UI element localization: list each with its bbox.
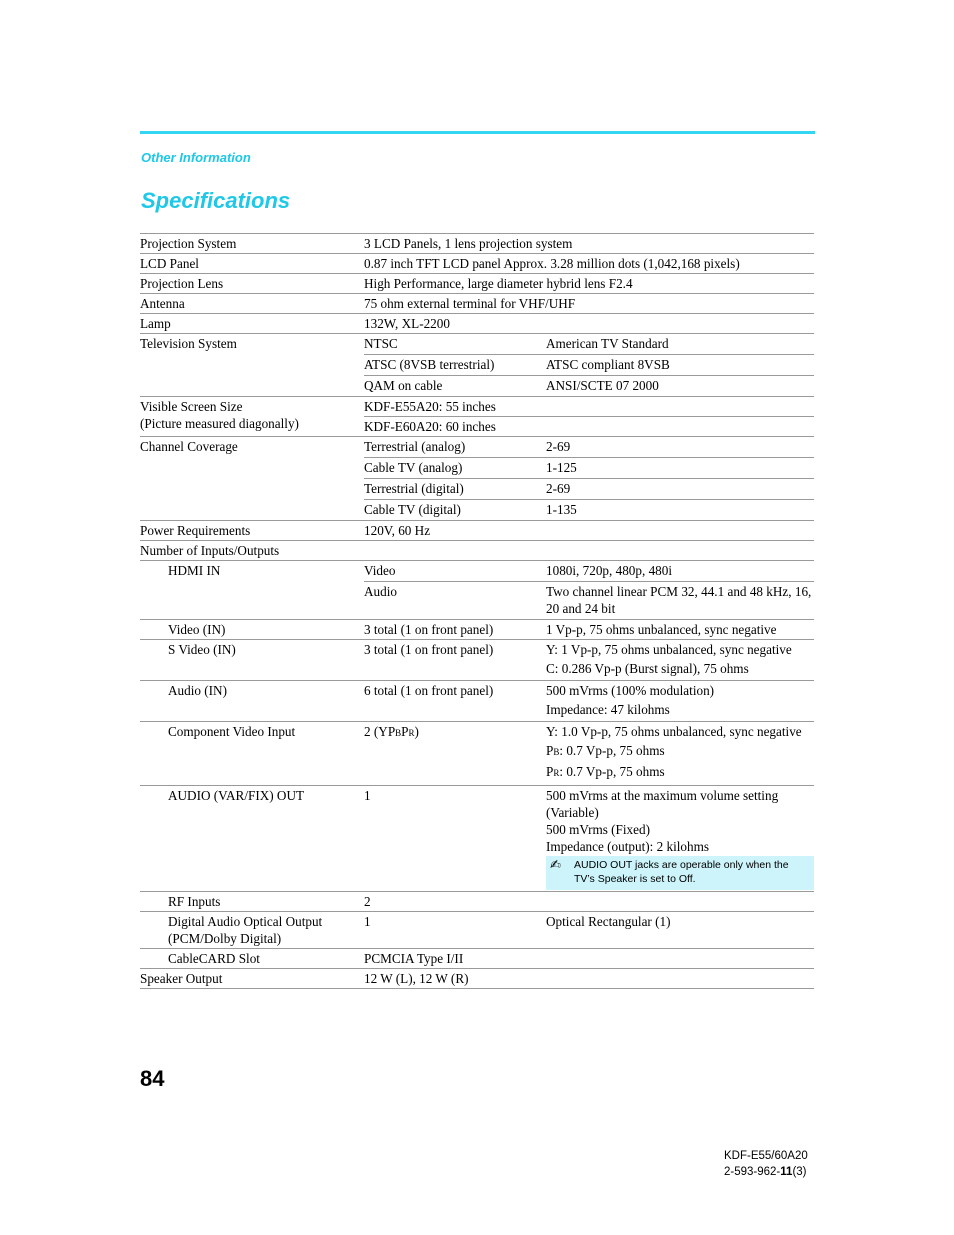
- text-part: P: [546, 743, 554, 758]
- spec-label: S Video (IN): [168, 642, 236, 657]
- spec-subrow: [364, 437, 814, 457]
- spec-row-rf-inputs: [140, 892, 814, 912]
- spec-sub-value: 2-69: [546, 481, 571, 496]
- spec-subtable: [364, 397, 814, 436]
- spec-label: Speaker Output: [140, 971, 223, 986]
- spec-row-lcd-panel: [140, 254, 814, 274]
- text-part: R: [408, 728, 415, 738]
- spec-label: Audio (IN): [168, 683, 227, 698]
- spec-label-note: (Picture measured diagonally): [140, 416, 299, 431]
- spec-row-hdmi: [140, 561, 814, 620]
- spec-sub-value: Impedance: 47 kilohms: [546, 702, 670, 717]
- spec-sub-value: 500 mVrms (Fixed): [546, 822, 650, 837]
- spec-row-video-in: [140, 620, 814, 640]
- spec-value: 75 ohm external terminal for VHF/UHF: [364, 296, 576, 311]
- spec-row-projection-system: [140, 234, 814, 254]
- spec-sub-label: [364, 722, 546, 785]
- spec-value: High Performance, large diameter hybrid lens F2.4: [364, 276, 633, 291]
- spec-label: HDMI IN: [168, 563, 221, 578]
- spec-sub-label: Cable TV (digital): [364, 502, 461, 517]
- spec-row-speaker-output: [140, 969, 814, 989]
- model-number: KDF-E55/60A20: [724, 1150, 808, 1162]
- spec-row-s-video: [140, 640, 814, 681]
- spec-subtable: [364, 437, 814, 520]
- document-code: [724, 1164, 808, 1180]
- spec-sub-label: ATSC (8VSB terrestrial): [364, 357, 495, 372]
- text-part: 2 (Y: [364, 724, 388, 739]
- spec-row-audio-in: [140, 681, 814, 722]
- spec-label: Channel Coverage: [140, 439, 238, 454]
- spec-subrow: [364, 478, 814, 499]
- header-rule: [140, 131, 815, 134]
- spec-subtable: [364, 561, 814, 619]
- page-title: Specifications: [141, 188, 291, 213]
- spec-value: 12 W (L), 12 W (R): [364, 971, 469, 986]
- spec-subrow: [364, 354, 814, 375]
- spec-label-note: (PCM/Dolby Digital): [168, 931, 282, 946]
- spec-label: Projection System: [140, 236, 237, 251]
- spec-row-io-heading: [140, 541, 814, 561]
- spec-sub-value: 1 Vp-p, 75 ohms unbalanced, sync negative: [546, 622, 777, 637]
- spec-label: CableCARD Slot: [168, 951, 260, 966]
- note-text: AUDIO OUT jacks are operable only when the TV’s Speaker is set to Off.: [574, 859, 789, 885]
- footer-code: [724, 1148, 808, 1180]
- spec-value: 120V, 60 Hz: [364, 523, 431, 538]
- spec-sub-values: [546, 640, 814, 680]
- spec-sub-label: 1: [364, 914, 371, 929]
- spec-sub-value: Impedance (output): 2 kilohms: [546, 839, 709, 854]
- page-number: 84: [140, 1066, 165, 1091]
- spec-row-television-system: [140, 334, 814, 397]
- spec-row-visible-screen-size: [140, 397, 814, 437]
- text-part: : 0.7 Vp-p, 75 ohms: [559, 743, 665, 758]
- text-part: P: [387, 724, 396, 739]
- spec-label: Component Video Input: [168, 724, 296, 739]
- spec-label: RF Inputs: [168, 894, 221, 909]
- spec-sub-value: C: 0.286 Vp-p (Burst signal), 75 ohms: [546, 661, 749, 676]
- spec-value: 132W, XL-2200: [364, 316, 450, 331]
- spec-subrow: [364, 397, 814, 416]
- spec-sub-label: Video: [364, 563, 396, 578]
- code-prefix: 2-593-962-: [724, 1166, 781, 1178]
- spec-sub-label: Audio: [364, 584, 397, 599]
- spec-sub-value: American TV Standard: [546, 336, 669, 351]
- text-part: ): [414, 724, 419, 739]
- spec-value: 0.87 inch TFT LCD panel Approx. 3.28 million dots (1,042,168 pixels): [364, 256, 740, 271]
- text-part: B: [395, 728, 402, 738]
- spec-sub-label: 3 total (1 on front panel): [364, 622, 494, 637]
- text-part: : 0.7 Vp-p, 75 ohms: [559, 764, 665, 779]
- spec-label: Visible Screen Size: [140, 399, 243, 414]
- code-bold: 11: [780, 1166, 793, 1178]
- spec-sub-label: Cable TV (analog): [364, 460, 463, 475]
- spec-sub-value: ATSC compliant 8VSB: [546, 357, 670, 372]
- spec-subrow: [364, 457, 814, 478]
- spec-label: Projection Lens: [140, 276, 224, 291]
- spec-sub-values: [546, 786, 814, 891]
- specifications-table: [140, 233, 814, 989]
- text-part: P: [401, 724, 409, 739]
- spec-label: Video (IN): [168, 622, 226, 637]
- spec-row-digital-audio-optical: [140, 912, 814, 949]
- spec-subrow: [364, 561, 814, 581]
- spec-subrow: [364, 375, 814, 396]
- spec-sub-value: Two channel linear PCM 32, 44.1 and 48 kHz, 16, 20 and 24 bit: [546, 584, 812, 616]
- spec-sub-label: 3 total (1 on front panel): [364, 642, 494, 657]
- spec-value: PCMCIA Type I/II: [364, 951, 464, 966]
- spec-subtable: [364, 334, 814, 396]
- spec-label: LCD Panel: [140, 256, 199, 271]
- spec-sub-value: 1-135: [546, 502, 577, 517]
- spec-sub-value: 1080i, 720p, 480p, 480i: [546, 563, 673, 578]
- spec-sub-value: 2-69: [546, 439, 571, 454]
- spec-sub-label: 6 total (1 on front panel): [364, 683, 494, 698]
- spec-row-projection-lens: [140, 274, 814, 294]
- spec-subrow: [364, 416, 814, 436]
- spec-sub-label: Terrestrial (analog): [364, 439, 466, 454]
- spec-row-audio-out: [140, 786, 814, 892]
- spec-sub-value: [546, 742, 814, 763]
- spec-label-group: [140, 912, 364, 948]
- spec-row-component-video: [140, 722, 814, 786]
- spec-label: Antenna: [140, 296, 185, 311]
- spec-subrow: [364, 499, 814, 520]
- spec-sub-values: [546, 722, 814, 785]
- spec-sub-value: Y: 1.0 Vp-p, 75 ohms unbalanced, sync negative: [546, 724, 802, 739]
- spec-sub-values: [546, 681, 814, 721]
- code-suffix: (3): [792, 1166, 807, 1178]
- spec-label: Television System: [140, 336, 237, 351]
- section-title: Other Information: [141, 150, 251, 165]
- spec-subrow: [364, 581, 814, 619]
- spec-sub-value: ANSI/SCTE 07 2000: [546, 378, 659, 393]
- spec-row-lamp: [140, 314, 814, 334]
- spec-sub-label: NTSC: [364, 336, 398, 351]
- spec-label-group: [140, 397, 364, 436]
- spec-sub-value: 500 mVrms at the maximum volume setting (Variable): [546, 788, 779, 820]
- note-pencil-icon: ✍︎: [550, 857, 561, 872]
- spec-sub-value: [546, 763, 814, 784]
- text-part: P: [546, 764, 554, 779]
- spec-sub-value: Y: 1 Vp-p, 75 ohms unbalanced, sync negative: [546, 642, 792, 657]
- spec-row-channel-coverage: [140, 437, 814, 521]
- spec-row-power: [140, 521, 814, 541]
- spec-sub-value: Optical Rectangular (1): [546, 914, 671, 929]
- spec-sub-label: QAM on cable: [364, 378, 443, 393]
- spec-label: Digital Audio Optical Output: [168, 914, 323, 929]
- spec-row-cablecard: [140, 949, 814, 969]
- spec-sub-value: 1-125: [546, 460, 577, 475]
- spec-value: 3 LCD Panels, 1 lens projection system: [364, 236, 573, 251]
- spec-row-antenna: [140, 294, 814, 314]
- spec-label: Number of Inputs/Outputs: [140, 543, 280, 558]
- spec-sub-label: 1: [364, 788, 371, 803]
- spec-label: AUDIO (VAR/FIX) OUT: [168, 788, 305, 803]
- spec-value: 2: [364, 894, 371, 909]
- text-part: B: [553, 747, 560, 757]
- spec-sub-value: KDF-E55A20: 55 inches: [364, 399, 496, 414]
- spec-sub-value: KDF-E60A20: 60 inches: [364, 419, 496, 434]
- spec-label: Lamp: [140, 316, 171, 331]
- spec-subrow: [364, 334, 814, 354]
- note-box: [546, 856, 814, 890]
- text-part: R: [553, 768, 560, 778]
- spec-sub-label: Terrestrial (digital): [364, 481, 464, 496]
- spec-label: Power Requirements: [140, 523, 251, 538]
- spec-sub-value: 500 mVrms (100% modulation): [546, 683, 715, 698]
